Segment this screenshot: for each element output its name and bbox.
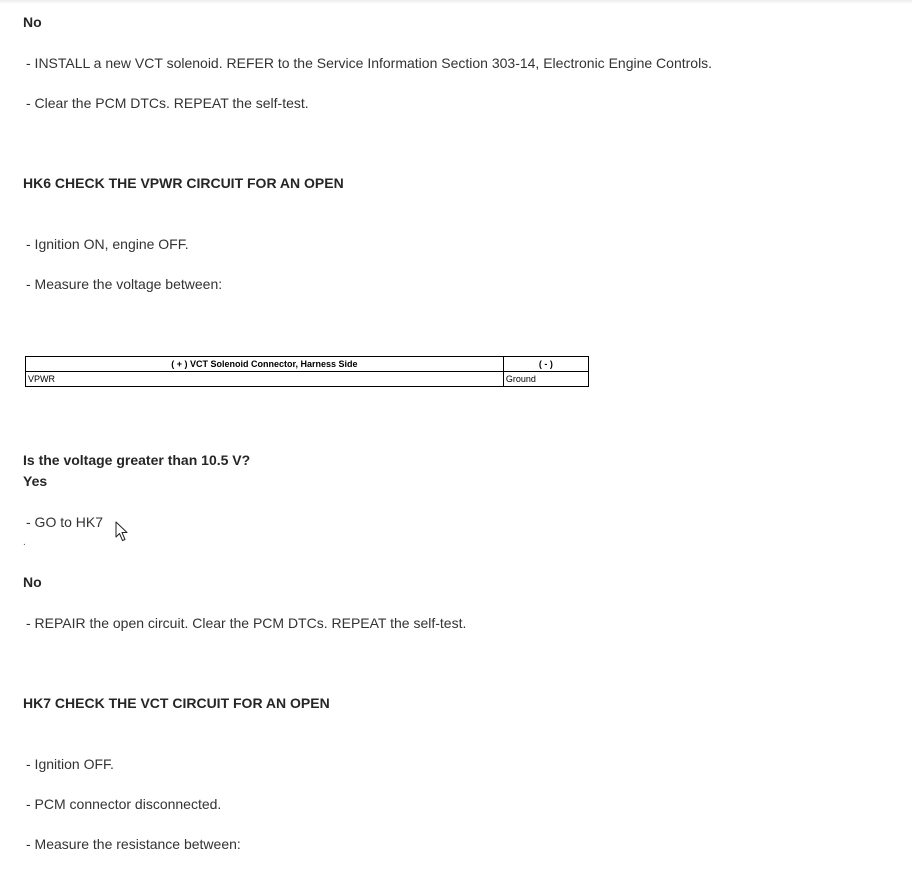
step-clear-dtcs: - Clear the PCM DTCs. REPEAT the self-test. bbox=[26, 95, 309, 111]
hk6-step-measure-voltage: - Measure the voltage between: bbox=[26, 276, 223, 292]
step-repair-open-circuit: - REPAIR the open circuit. Clear the PCM DTCs. REPEAT the self-test. bbox=[26, 615, 467, 631]
hk7-step-measure-resistance: - Measure the resistance between: bbox=[26, 836, 241, 852]
table-header-row bbox=[26, 357, 589, 372]
trailing-dot: . bbox=[23, 537, 26, 548]
mouse-pointer-icon bbox=[115, 521, 129, 543]
table-header-positive: ( + ) VCT Solenoid Connector, Harness Side bbox=[26, 357, 504, 372]
hk6-heading: HK6 CHECK THE VPWR CIRCUIT FOR AN OPEN bbox=[23, 175, 344, 191]
table-cell-ground: Ground bbox=[503, 372, 588, 387]
hk7-step-ignition-off: - Ignition OFF. bbox=[26, 756, 114, 772]
hk7-step-pcm-disconnected: - PCM connector disconnected. bbox=[26, 796, 222, 812]
answer-no-label-hk6: No bbox=[23, 574, 42, 590]
table-row bbox=[26, 372, 589, 387]
hk7-heading: HK7 CHECK THE VCT CIRCUIT FOR AN OPEN bbox=[23, 695, 330, 711]
hk6-step-ignition-on: - Ignition ON, engine OFF. bbox=[26, 236, 189, 252]
hk6-question: Is the voltage greater than 10.5 V? bbox=[23, 452, 251, 468]
step-go-to-hk7[interactable]: - GO to HK7 bbox=[26, 514, 104, 530]
table-cell-vpwr: VPWR bbox=[26, 372, 504, 387]
table-header-negative: ( - ) bbox=[503, 357, 588, 372]
voltage-measurement-table bbox=[25, 356, 589, 387]
answer-no-label: No bbox=[23, 14, 42, 30]
answer-yes-label: Yes bbox=[23, 473, 48, 489]
step-install-vct-solenoid: - INSTALL a new VCT solenoid. REFER to the Service Information Section 303-14, Electronic Engine Controls. bbox=[26, 55, 713, 71]
top-edge-shadow bbox=[0, 0, 912, 4]
